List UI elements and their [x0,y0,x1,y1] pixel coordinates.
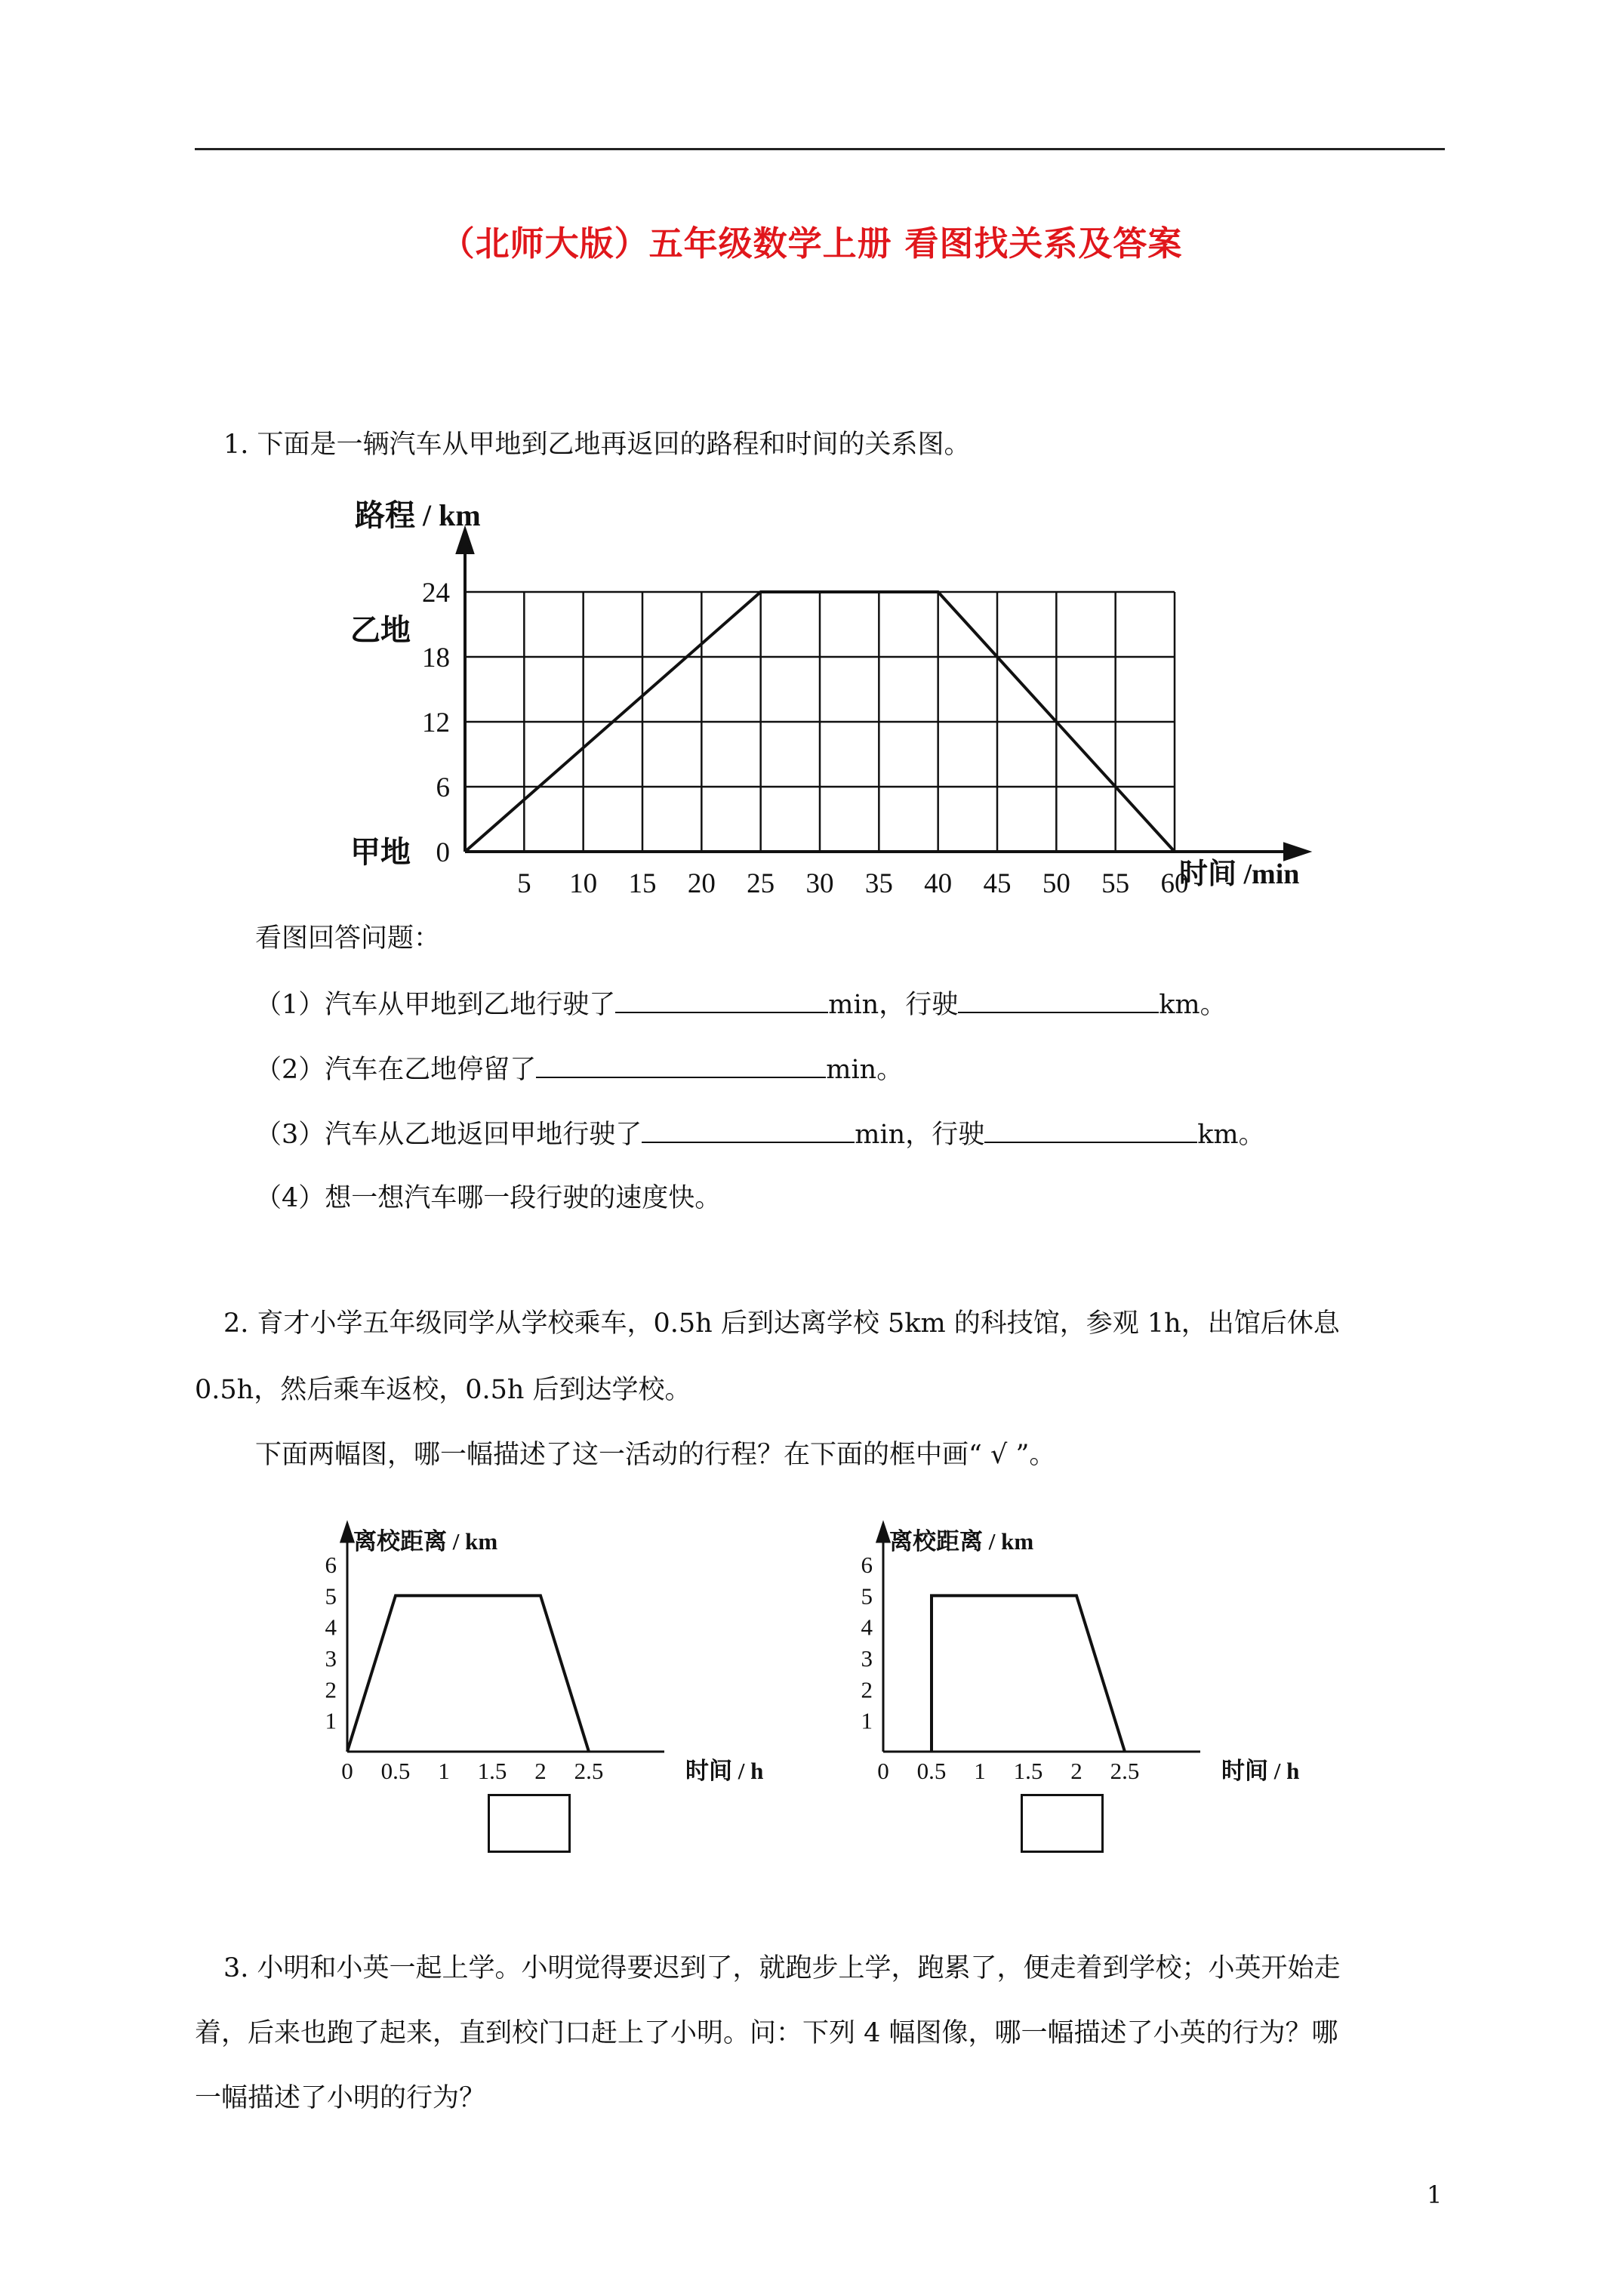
q2-right-series-line [932,1595,1125,1752]
q1-x-tick-label: 5 [517,868,531,899]
q2-y-tick-label: 4 [325,1613,337,1641]
header-rule [195,148,1445,150]
answer-checkbox-right[interactable] [1021,1794,1104,1853]
q2-x-tick-label: 0 [877,1758,889,1784]
q2-y-tick-label: 2 [325,1676,337,1703]
page-title: （北师大版）五年级数学上册 看图找关系及答案 [440,223,1183,264]
q2-y-tick-label: 3 [861,1645,873,1672]
q2-y-tick-label: 6 [861,1552,873,1578]
answer-blank[interactable] [984,1117,1197,1143]
q1-x-tick-label: 35 [864,868,893,899]
answer-blank[interactable] [642,1117,855,1143]
q2-x-tick-label: 1.5 [1013,1758,1043,1784]
q2-x-tick-label: 2.5 [1110,1758,1140,1784]
q3-line-1: 3. 小明和小英一起上学。小明觉得要迟到了，就跑步上学，跑累了，便走着到学校；小英开始走 [223,1953,1341,1983]
q2-right-ylabel: 离校距离 / km [889,1528,1034,1555]
q1-place-label-start: 甲地 [350,835,411,869]
q2-y-tick-label: 1 [861,1707,873,1734]
q2-x-tick-label: 2.5 [574,1758,604,1784]
q2-right-xlabel: 时间 / h [1221,1758,1300,1784]
answer-checkbox-left[interactable] [488,1794,571,1853]
q2-x-tick-label: 1 [974,1758,986,1784]
q2-line-3: 下面两幅图，哪一幅描述了这一活动的行程？在下面的框中画“ √ ”。 [255,1440,1056,1470]
q2-x-tick-label: 0.5 [380,1758,411,1784]
q1-x-tick-label: 15 [628,868,657,899]
q2-x-tick-label: 2 [534,1758,547,1784]
q1-x-tick-label: 25 [747,868,775,899]
q2-y-tick-label: 3 [325,1645,337,1672]
q1-item-3-unit2: km。 [1197,1120,1265,1150]
q1-item-3-text: （3）汽车从乙地返回甲地行驶了 [255,1120,642,1150]
answer-blank[interactable] [958,988,1159,1013]
q1-item-1-text: （1）汽车从甲地到乙地行驶了 [255,990,616,1020]
q2-chart-right [853,1510,1306,1782]
q2-y-tick-label: 4 [861,1613,873,1641]
q3-line-2: 着，后来也跑了起来，直到校门口赶上了小明。问：下列 4 幅图像，哪一幅描述了小英的行为？哪 [195,2018,1338,2048]
q1-item-1-unit2: km。 [1159,990,1227,1020]
q1-item-1-unit1: min，行驶 [828,990,959,1020]
q1-y-tick-label: 18 [422,643,450,673]
q1-y-tick-label: 12 [422,707,450,738]
q1-prompt: 看图回答问题： [255,923,441,954]
q2-left-series-line [347,1595,589,1752]
answer-blank[interactable] [615,988,828,1013]
q1-x-tick-label: 10 [569,868,598,899]
q3-line-3: 一幅描述了小明的行为？ [195,2083,486,2113]
q1-item-3 [255,1117,1265,1151]
q1-x-tick-label: 40 [924,868,953,899]
q1-item-2-unit1: min。 [826,1055,904,1085]
q1-y-tick-label: 0 [436,837,450,868]
q1-place-label-end: 乙地 [350,613,411,647]
q1-x-tick-label: 60 [1160,868,1189,899]
q1-x-tick-label: 45 [983,868,1012,899]
q1-ylabel: 路程 / km [355,498,481,532]
q2-y-tick-label: 5 [325,1583,337,1610]
q2-y-tick-label: 2 [861,1676,873,1703]
q2-left-ylabel: 离校距离 / km [353,1528,498,1555]
q2-x-tick-label: 1.5 [477,1758,507,1784]
q2-x-tick-label: 0 [341,1758,353,1784]
q2-x-tick-label: 1 [438,1758,450,1784]
q1-x-tick-label: 50 [1042,868,1070,899]
answer-blank[interactable] [536,1052,826,1078]
q2-left-xlabel: 时间 / h [685,1758,764,1784]
q1-item-2-text: （2）汽车在乙地停留了 [255,1055,537,1085]
page-number: 1 [1427,2180,1443,2209]
q2-line-1: 2. 育才小学五年级同学从学校乘车，0.5h 后到达离学校 5km 的科技馆，参观 1h，出馆后休息 [223,1308,1340,1339]
q1-xlabel: 时间 /min [1179,858,1300,890]
q1-item-4: （4）想一想汽车哪一段行驶的速度快。 [255,1183,722,1213]
q1-y-tick-label: 24 [422,578,450,609]
q1-item-3-unit1: min，行驶 [855,1120,985,1150]
q2-line-2: 0.5h，然后乘车返校，0.5h 后到达学校。 [195,1375,691,1405]
q1-y-tick-label: 6 [436,772,450,803]
q2-x-tick-label: 2 [1070,1758,1083,1784]
q1-item-2 [255,1052,903,1086]
q2-y-tick-label: 5 [861,1583,873,1610]
q1-distance-time-chart [332,483,1329,906]
q2-chart-left [317,1510,764,1784]
q1-x-tick-label: 30 [805,868,834,899]
q1-item-1 [255,988,1227,1021]
q2-y-tick-label: 1 [325,1707,337,1734]
q1-x-tick-label: 55 [1101,868,1130,899]
q2-y-tick-label: 6 [325,1552,337,1578]
q1-intro: 1. 下面是一辆汽车从甲地到乙地再返回的路程和时间的关系图。 [223,430,971,460]
q2-x-tick-label: 0.5 [916,1758,947,1784]
q1-x-tick-label: 20 [687,868,716,899]
